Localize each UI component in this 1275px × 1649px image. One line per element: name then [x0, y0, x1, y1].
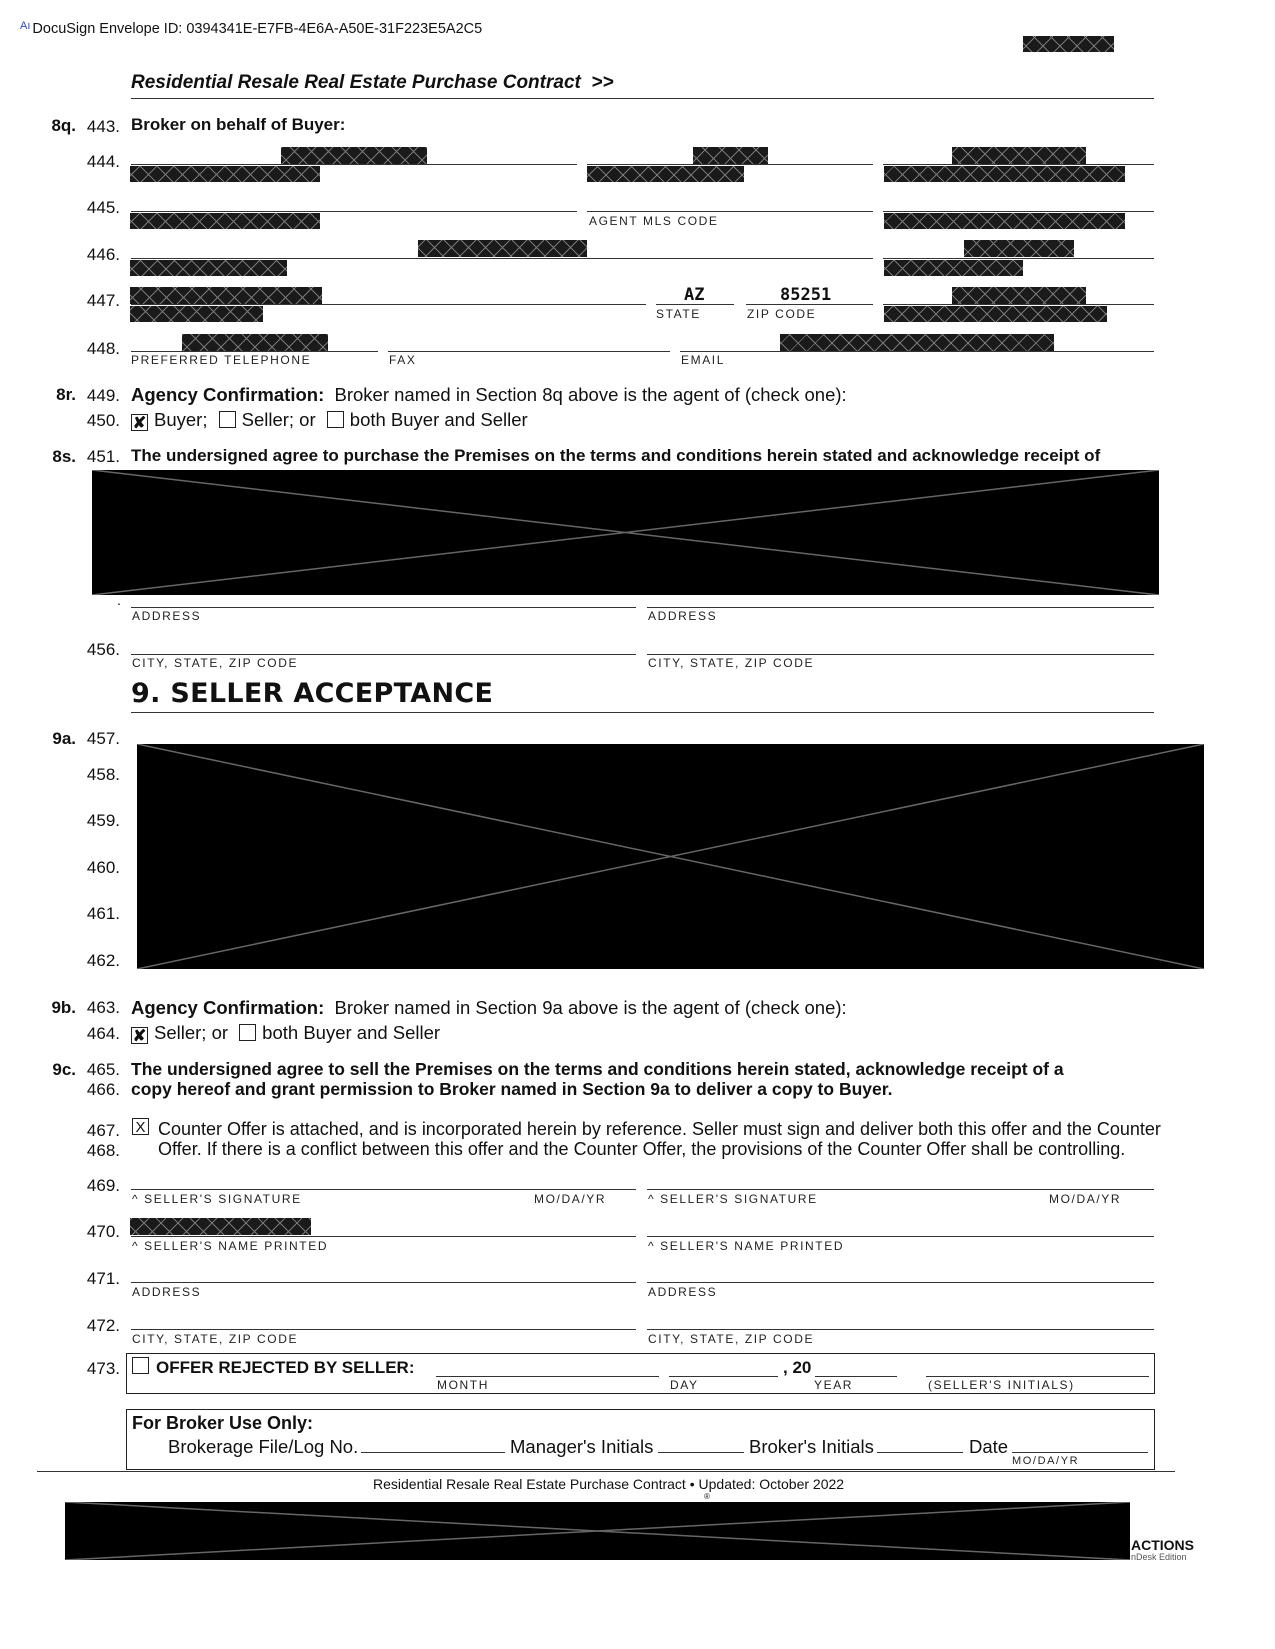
- section-label-8r: 8r.: [56, 385, 76, 404]
- seller-city-line-1[interactable]: [131, 1329, 636, 1330]
- offer-rejected-checkbox[interactable]: [132, 1357, 149, 1374]
- sell-agreement-line-2: copy hereof and grant permission to Broker named in Section 9a to deliver a copy to Buyer.: [131, 1079, 893, 1099]
- line-number-443: 443.: [86, 117, 120, 136]
- seller-signature-line-2[interactable]: [647, 1189, 1154, 1190]
- buyer-checkbox[interactable]: ✘: [132, 415, 147, 432]
- caption-city-state-zip: CITY, STATE, ZIP CODE: [132, 1332, 299, 1346]
- caption-sellers-initials: (SELLER'S INITIALS): [928, 1378, 1075, 1392]
- line-number-451: 451.: [86, 447, 120, 466]
- redaction-cross: [92, 470, 1159, 595]
- buyer-address-line-1[interactable]: [131, 607, 636, 608]
- redacted-field: [884, 166, 1125, 182]
- footer-text: Residential Resale Real Estate Purchase Contract • Updated: October 2022: [373, 1476, 845, 1492]
- caption-fax: FAX: [389, 353, 417, 367]
- year-prefix: , 20: [783, 1358, 812, 1377]
- redacted-footer-block: [65, 1502, 1130, 1560]
- line-number-459: 459.: [86, 811, 120, 830]
- redacted-field: [952, 287, 1086, 304]
- line-number-448: 448.: [86, 339, 120, 358]
- caption-sellers-signature: ^ SELLER'S SIGNATURE: [132, 1192, 302, 1206]
- agency-confirmation-8r: [131, 384, 847, 406]
- line-number-465: 465.: [86, 1060, 120, 1079]
- seller-city-line-2[interactable]: [647, 1329, 1154, 1330]
- sell-agreement-line-1: The undersigned agree to sell the Premises on the terms and conditions herein stated, acknowledge receipt of a: [131, 1059, 1064, 1079]
- counter-offer-checkbox[interactable]: X: [132, 1118, 149, 1135]
- both-option-label: both Buyer and Seller: [349, 409, 528, 430]
- managers-initials-line[interactable]: [658, 1452, 744, 1453]
- offer-rejected-label: OFFER REJECTED BY SELLER:: [156, 1358, 415, 1377]
- redacted-field: [884, 213, 1125, 229]
- line-444-field-c[interactable]: [883, 164, 1154, 165]
- line-number-464: 464.: [86, 1024, 120, 1043]
- agency-options-9b: [131, 1022, 440, 1044]
- brand-logo-text: ACTIONS: [1131, 1537, 1194, 1553]
- agency-confirmation-title: Agency Confirmation:: [131, 997, 325, 1018]
- redacted-field: [952, 147, 1086, 164]
- redacted-field: [884, 306, 1107, 322]
- line-number-456: 456.: [86, 640, 120, 659]
- buyer-city-line-1[interactable]: [131, 654, 636, 655]
- redacted-field: [884, 260, 1023, 276]
- redacted-field: [130, 260, 287, 276]
- line-number-471: 471.: [86, 1269, 120, 1288]
- line-number-445: 445.: [86, 198, 120, 217]
- line-number-457: 457.: [86, 729, 120, 748]
- line-444-field-b[interactable]: [587, 164, 873, 165]
- caption-month: MONTH: [437, 1378, 489, 1392]
- footer-rule: [37, 1471, 1175, 1472]
- rejected-month-line[interactable]: [436, 1376, 659, 1377]
- agency-confirmation-text: Broker named in Section 9a above is the agent of (check one):: [334, 997, 847, 1018]
- line-number-449: 449.: [86, 386, 120, 405]
- docusign-logo: Aı: [20, 20, 31, 32]
- line-445-field-a[interactable]: [131, 211, 577, 212]
- line-number-472: 472.: [86, 1316, 120, 1335]
- line-448-email[interactable]: [680, 351, 1154, 352]
- redacted-block-seller-broker: [137, 744, 1204, 969]
- redacted-block-buyer-signatures: [92, 470, 1159, 595]
- caption-preferred-telephone: PREFERRED TELEPHONE: [131, 353, 312, 367]
- agency-confirmation-9b: [131, 997, 847, 1019]
- agency-options-8r: [131, 409, 528, 431]
- line-number-470: 470.: [86, 1222, 120, 1241]
- seller-option-label: Seller; or: [241, 409, 316, 430]
- redacted-field: [693, 147, 768, 164]
- section-label-8q: 8q.: [51, 116, 76, 135]
- line-number-446: 446.: [86, 245, 120, 264]
- brokers-initials-line[interactable]: [877, 1452, 963, 1453]
- redacted-field: [418, 240, 587, 257]
- redacted-field: [130, 287, 322, 304]
- brokers-initials-label: Broker's Initials: [749, 1436, 874, 1457]
- section-label-9c: 9c.: [52, 1060, 76, 1079]
- registered-mark: ®: [704, 1492, 710, 1501]
- redaction-cross: [65, 1502, 1130, 1560]
- file-log-line[interactable]: [361, 1452, 505, 1453]
- line-445-field-c[interactable]: [883, 211, 1154, 212]
- seller-name-line-1[interactable]: [131, 1236, 636, 1237]
- caption-mo-da-yr: MO/DA/YR: [534, 1192, 607, 1206]
- brokerage-file-log-label: Brokerage File/Log No.: [168, 1436, 359, 1457]
- caption-sellers-name-printed: ^ SELLER'S NAME PRINTED: [132, 1239, 329, 1253]
- caption-city-state-zip: CITY, STATE, ZIP CODE: [648, 1332, 815, 1346]
- section-label-8s: 8s.: [52, 447, 76, 466]
- redacted-field: [130, 166, 320, 182]
- line-448-fax[interactable]: [388, 351, 670, 352]
- caption-day: DAY: [670, 1378, 699, 1392]
- broker-use-title: For Broker Use Only:: [132, 1413, 314, 1433]
- heading-rule: [131, 712, 1154, 713]
- line-446-field-c[interactable]: [883, 258, 1154, 259]
- section-label-9a: 9a.: [52, 729, 76, 748]
- envelope-header: [20, 20, 482, 37]
- title-rule: [131, 98, 1154, 99]
- rejected-year-line[interactable]: [815, 1376, 897, 1377]
- agency-confirmation-text: Broker named in Section 8q above is the agent of (check one):: [334, 384, 847, 405]
- managers-initials-label: Manager's Initials: [510, 1436, 654, 1457]
- redacted-top-right: [1023, 36, 1114, 52]
- seller-acceptance-heading: 9. SELLER ACCEPTANCE: [131, 678, 494, 709]
- line-number-468: 468.: [86, 1141, 120, 1160]
- line-number-458: 458.: [86, 765, 120, 784]
- caption-address: ADDRESS: [648, 609, 718, 623]
- line-447-field-c[interactable]: [883, 304, 1154, 305]
- caption-sellers-signature: ^ SELLER'S SIGNATURE: [648, 1192, 818, 1206]
- line-number-463: 463.: [86, 998, 120, 1017]
- line-444-field-a[interactable]: [131, 164, 577, 165]
- seller-address-line-1[interactable]: [131, 1282, 636, 1283]
- stray-dot: .: [117, 592, 121, 608]
- both-checkbox[interactable]: [327, 411, 344, 428]
- line-445-agent-mls-code[interactable]: [587, 211, 873, 212]
- line-448-telephone[interactable]: [131, 351, 378, 352]
- rejected-day-line[interactable]: [669, 1376, 778, 1377]
- both-checkbox[interactable]: [239, 1024, 256, 1041]
- redacted-seller-name: [130, 1218, 311, 1235]
- counter-offer-line-1: Counter Offer is attached, and is incorporated herein by reference. Seller must sign and deliver both this offer and the Counter: [158, 1119, 1161, 1139]
- broker-on-behalf-of-buyer-title: Broker on behalf of Buyer:: [131, 115, 346, 134]
- document-title: Residential Resale Real Estate Purchase Contract >>: [131, 72, 614, 93]
- section-label-9b: 9b.: [51, 998, 76, 1017]
- caption-sellers-name-printed: ^ SELLER'S NAME PRINTED: [648, 1239, 845, 1253]
- line-number-450: 450.: [86, 411, 120, 430]
- caption-agent-mls-code: AGENT MLS CODE: [589, 214, 719, 228]
- line-number-467: 467.: [86, 1121, 120, 1140]
- caption-city-state-zip: CITY, STATE, ZIP CODE: [132, 656, 299, 670]
- zip-value: 85251: [780, 285, 832, 305]
- line-446-field-a[interactable]: [131, 258, 873, 259]
- line-number-462: 462.: [86, 951, 120, 970]
- line-number-469: 469.: [86, 1176, 120, 1195]
- line-number-473: 473.: [86, 1359, 120, 1378]
- both-option-label: both Buyer and Seller: [262, 1022, 441, 1043]
- line-number-460: 460.: [86, 858, 120, 877]
- seller-option-label: Seller; or: [154, 1022, 229, 1043]
- caption-zip-code: ZIP CODE: [747, 307, 817, 321]
- redacted-field: [182, 334, 328, 351]
- caption-state: STATE: [656, 307, 701, 321]
- seller-signature-line-1[interactable]: [131, 1189, 636, 1190]
- seller-checkbox[interactable]: ✘: [132, 1028, 147, 1045]
- brand-logo-subtext: nDesk Edition: [1131, 1552, 1187, 1562]
- seller-address-line-2[interactable]: [647, 1282, 1154, 1283]
- redacted-field: [130, 213, 320, 229]
- caption-email: EMAIL: [681, 353, 726, 367]
- buyer-city-line-2[interactable]: [647, 654, 1154, 655]
- caption-address: ADDRESS: [648, 1285, 718, 1299]
- agency-confirmation-title: Agency Confirmation:: [131, 384, 325, 405]
- caption-mo-da-yr: MO/DA/YR: [1049, 1192, 1122, 1206]
- redacted-field: [281, 147, 427, 164]
- caption-address: ADDRESS: [132, 609, 202, 623]
- redacted-field: [130, 306, 263, 322]
- redacted-field: [780, 334, 1054, 351]
- line-number-466: 466.: [86, 1080, 120, 1099]
- caption-city-state-zip: CITY, STATE, ZIP CODE: [648, 656, 815, 670]
- buyer-option-label: Buyer;: [154, 409, 208, 430]
- rejected-initials-line[interactable]: [926, 1376, 1149, 1377]
- counter-offer-line-2: Offer. If there is a conflict between this offer and the Counter Offer, the provisions of the Counter Offer shall be controlling.: [158, 1139, 1126, 1159]
- redacted-field: [964, 240, 1074, 257]
- line-number-444: 444.: [86, 152, 120, 171]
- line-number-461: 461.: [86, 904, 120, 923]
- broker-date-line[interactable]: [1012, 1452, 1148, 1453]
- caption-date-mo-da-yr: MO/DA/YR: [1012, 1455, 1080, 1467]
- redaction-cross: [137, 744, 1204, 969]
- line-number-447: 447.: [86, 291, 120, 310]
- envelope-id: DocuSign Envelope ID: 0394341E-E7FB-4E6A-A50E-31F223E5A2C5: [32, 21, 483, 37]
- caption-year: YEAR: [814, 1378, 854, 1392]
- line-447-city[interactable]: [131, 304, 646, 305]
- buyer-address-line-2[interactable]: [647, 607, 1154, 608]
- redacted-field: [587, 166, 744, 182]
- seller-checkbox[interactable]: [219, 411, 236, 428]
- state-value: AZ: [684, 285, 705, 305]
- date-label: Date: [969, 1436, 1009, 1457]
- purchase-agreement-text: The undersigned agree to purchase the Premises on the terms and conditions herein stated and acknowledge receipt of: [131, 446, 1101, 465]
- seller-name-line-2[interactable]: [647, 1236, 1154, 1237]
- caption-address: ADDRESS: [132, 1285, 202, 1299]
